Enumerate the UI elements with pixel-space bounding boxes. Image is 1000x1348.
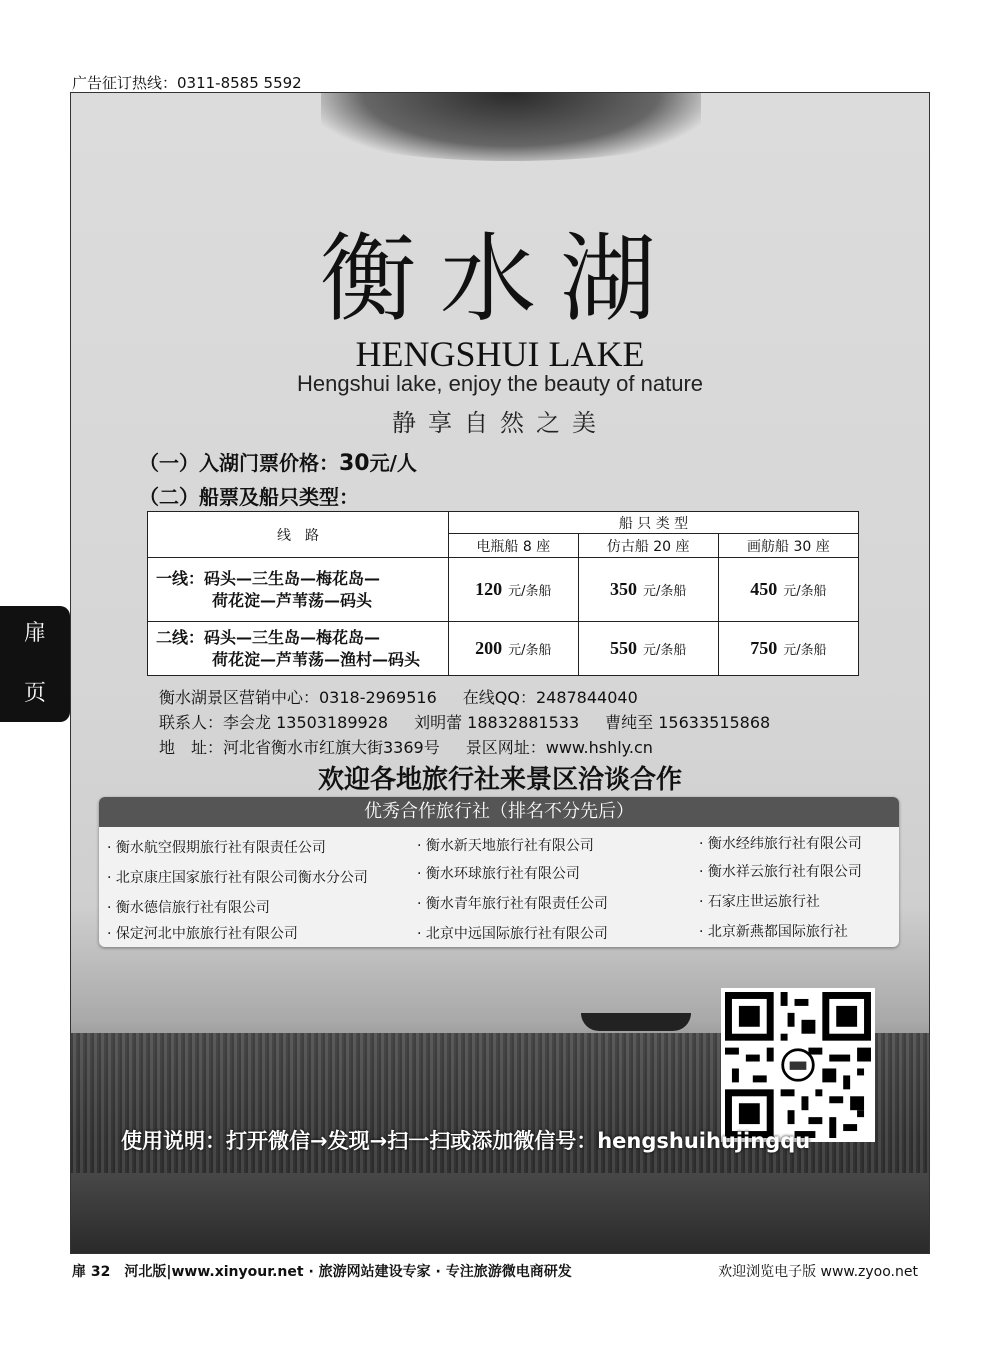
list-item: · 衡水新天地旅行社有限公司 bbox=[417, 835, 594, 855]
boat-photo bbox=[581, 1013, 691, 1031]
list-item: · 衡水经纬旅行社有限公司 bbox=[699, 833, 862, 853]
price-unit: 元/条船 bbox=[783, 584, 827, 599]
price-cell bbox=[578, 558, 718, 622]
route-header: 线 路 bbox=[148, 512, 449, 558]
route-line: 荷花淀—芦苇荡—码头 bbox=[212, 590, 373, 610]
list-item: · 衡水环球旅行社有限公司 bbox=[417, 863, 580, 883]
price-value: 750 bbox=[750, 638, 778, 658]
contact-person-2: 刘明蕾 18832881533 bbox=[414, 713, 580, 732]
route-line: 荷花淀—芦苇荡—渔村—码头 bbox=[212, 649, 421, 669]
price-cell bbox=[718, 558, 858, 622]
list-item: · 衡水航空假期旅行社有限责任公司 bbox=[107, 837, 326, 857]
slogan-en: Hengshui lake, enjoy the beauty of nature bbox=[296, 371, 704, 396]
list-item: · 石家庄世运旅行社 bbox=[699, 891, 820, 911]
partner-agencies-box bbox=[99, 797, 899, 947]
ticket-price-line bbox=[139, 447, 417, 476]
price-unit: 元/条船 bbox=[508, 643, 552, 658]
price-value: 350 bbox=[609, 579, 637, 599]
footer-right: 欢迎浏览电子版 www.zyoo.net bbox=[718, 1264, 918, 1280]
price-value: 550 bbox=[609, 638, 637, 658]
boat-price-table bbox=[147, 511, 859, 676]
list-item: · 北京中远国际旅行社有限公司 bbox=[417, 923, 608, 943]
route-line: 一线：码头—三生岛—梅花岛— bbox=[156, 568, 381, 588]
route-cell bbox=[148, 558, 449, 622]
footer-left: 扉 32 河北版|www.xinyour.net · 旅游网站建设专家 · 专注旅游微电商研发 bbox=[72, 1264, 572, 1280]
welcome-banner: 欢迎各地旅行社来景区洽谈合作 bbox=[317, 765, 682, 795]
price-cell bbox=[449, 558, 579, 622]
table-row bbox=[148, 622, 859, 676]
ticket-unit: 元/人 bbox=[369, 451, 417, 475]
wechat-instructions: 使用说明：打开微信→发现→扫一扫或添加微信号：hengshuihujingqu bbox=[121, 1129, 811, 1153]
price-cell bbox=[718, 622, 858, 676]
price-unit: 元/条船 bbox=[642, 643, 687, 658]
slogan-cn: 静享自然之美 bbox=[392, 409, 608, 437]
price-value: 200 bbox=[475, 638, 503, 658]
list-item: · 北京新燕都国际旅行社 bbox=[699, 921, 848, 941]
boat-type-header: 船 只 类 型 bbox=[449, 512, 859, 534]
main-title-en: HENGSHUI LAKE bbox=[355, 334, 645, 374]
boat-section-title: （二）船票及船只类型： bbox=[139, 485, 359, 509]
ticket-label: （一）入湖门票价格： bbox=[139, 451, 339, 475]
side-tab-char-2: 页 bbox=[23, 681, 46, 706]
ink-cloud-decoration bbox=[321, 93, 701, 161]
list-item: · 衡水青年旅行社有限责任公司 bbox=[417, 893, 608, 913]
boat-type-painted: 画舫船 30 座 bbox=[718, 534, 858, 558]
contact-line-3 bbox=[159, 735, 679, 758]
website-link[interactable]: 景区网址：www.hshly.cn bbox=[465, 738, 653, 757]
side-tab-char-1: 扉 bbox=[23, 621, 46, 646]
table-row bbox=[148, 558, 859, 622]
address: 地 址：河北省衡水市红旗大街3369号 bbox=[159, 738, 440, 757]
ticket-price: 30 bbox=[339, 451, 370, 476]
price-unit: 元/条船 bbox=[642, 584, 687, 599]
partner-agencies-header: 优秀合作旅行社（排名不分先后） bbox=[99, 797, 899, 827]
route-line: 二线：码头—三生岛—梅花岛— bbox=[156, 627, 381, 647]
contact-person-3: 曹纯至 15633515868 bbox=[605, 713, 771, 732]
online-qq: 在线QQ：2487844040 bbox=[462, 688, 638, 707]
price-cell bbox=[578, 622, 718, 676]
list-item: · 衡水德信旅行社有限公司 bbox=[107, 897, 270, 917]
qr-code-graphic bbox=[725, 992, 871, 1138]
list-item: · 衡水祥云旅行社有限公司 bbox=[699, 861, 862, 881]
ad-hotline: 广告征订热线：0311-8585 5592 bbox=[72, 74, 302, 92]
boat-type-antique: 仿古船 20 座 bbox=[578, 534, 718, 558]
price-value: 120 bbox=[475, 579, 503, 599]
main-title-cn: 衡水湖 bbox=[320, 223, 680, 335]
contact-line-2 bbox=[159, 710, 796, 733]
list-item: · 北京康庄国家旅行社有限公司衡水分公司 bbox=[107, 867, 368, 887]
price-value: 450 bbox=[750, 579, 778, 599]
side-section-tab bbox=[0, 606, 70, 722]
boat-type-electric: 电瓶船 8 座 bbox=[449, 534, 579, 558]
contact-line-1 bbox=[159, 685, 664, 708]
wechat-qr-code[interactable] bbox=[721, 988, 875, 1142]
advertisement-panel bbox=[70, 92, 930, 1254]
partner-agencies-list bbox=[99, 827, 899, 947]
contact-person-1: 联系人：李会龙 13503189928 bbox=[159, 713, 389, 732]
route-cell bbox=[148, 622, 449, 676]
marketing-phone: 衡水湖景区营销中心：0318-2969516 bbox=[159, 688, 437, 707]
list-item: · 保定河北中旅旅行社有限公司 bbox=[107, 923, 298, 943]
price-cell bbox=[449, 622, 579, 676]
price-unit: 元/条船 bbox=[783, 643, 827, 658]
price-unit: 元/条船 bbox=[508, 584, 552, 599]
